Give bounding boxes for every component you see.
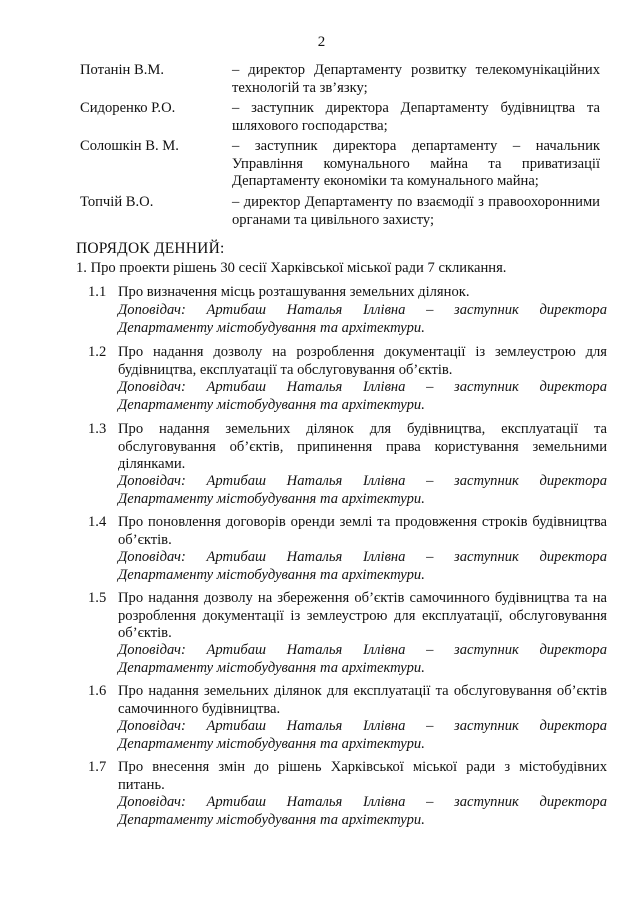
agenda-item-number: 1.3 <box>88 421 107 437</box>
speaker-line: Доповідач: Артибаш Наталья Іллівна – заступник директора <box>118 379 607 395</box>
member-name: Топчій В.О. <box>80 194 154 210</box>
agenda-item-number: 1.6 <box>88 683 107 699</box>
speaker-department: Департаменту містобудування та архітектури. <box>118 567 425 583</box>
speaker-line: Доповідач: Артибаш Наталья Іллівна – заступник директора <box>118 794 607 810</box>
agenda-item-text: Про надання земельних ділянок для будівництва, експлуатації та обслуговування об’єктів, припинення права користування земельними ділянками. <box>118 421 607 472</box>
member-role: – заступник директора департаменту – начальник Управління комунального майна та приватизації Департаменту економіки та комунального майна; <box>232 138 600 189</box>
agenda-item-number: 1.1 <box>88 284 107 300</box>
speaker-department: Департаменту містобудування та архітектури. <box>118 660 425 676</box>
agenda-item-text: Про надання земельних ділянок для експлуатації та обслуговування об’єктів самочинного будівництва. <box>118 683 607 717</box>
agenda-item-text: Про внесення змін до рішень Харківської міської ради з містобудівних питань. <box>118 759 607 793</box>
speaker-department: Департаменту містобудування та архітектури. <box>118 397 425 413</box>
agenda-item-number: 1.2 <box>88 344 107 360</box>
speaker-line: Доповідач: Артибаш Наталья Іллівна – заступник директора <box>118 718 607 734</box>
member-role: – заступник директора Департаменту будівництва та шляхового господарства; <box>232 100 600 134</box>
agenda-item-text: Про надання дозволу на збереження об’єктів самочинного будівництва та на розроблення документації із землеустрою для експлуатації, обслуговування об’єктів. <box>118 590 607 641</box>
agenda-item-number: 1.4 <box>88 514 107 530</box>
member-role: – директор Департаменту розвитку телекомунікаційних технологій та зв’язку; <box>232 62 600 96</box>
member-name: Потанін В.М. <box>80 62 165 78</box>
agenda-item-number: 1.7 <box>88 759 107 775</box>
speaker-department: Департаменту містобудування та архітектури. <box>118 736 425 752</box>
speaker-line: Доповідач: Артибаш Наталья Іллівна – заступник директора <box>118 302 607 318</box>
page-number: 2 <box>317 34 326 50</box>
speaker-department: Департаменту містобудування та архітектури. <box>118 491 425 507</box>
agenda-title: ПОРЯДОК ДЕННИЙ: <box>76 240 225 257</box>
agenda-item-number: 1.5 <box>88 590 107 606</box>
speaker-line: Доповідач: Артибаш Наталья Іллівна – заступник директора <box>118 549 607 565</box>
agenda-item-text: Про визначення місць розташування земельних ділянок. <box>118 284 470 300</box>
speaker-line: Доповідач: Артибаш Наталья Іллівна – заступник директора <box>118 473 607 489</box>
speaker-line: Доповідач: Артибаш Наталья Іллівна – заступник директора <box>118 642 607 658</box>
agenda-section-heading: 1. Про проекти рішень 30 сесії Харківської міської ради 7 скликання. <box>76 260 507 276</box>
agenda-item-text: Про поновлення договорів оренди землі та продовження строків будівництва об’єктів. <box>118 514 607 548</box>
speaker-department: Департаменту містобудування та архітектури. <box>118 320 425 336</box>
member-name: Сидоренко Р.О. <box>80 100 176 116</box>
member-name: Солошкін В. М. <box>80 138 179 154</box>
speaker-department: Департаменту містобудування та архітектури. <box>118 812 425 828</box>
member-role: – директор Департаменту по взаємодії з правоохоронними органами та цивільного захисту; <box>232 194 600 228</box>
agenda-item-text: Про надання дозволу на розроблення документації із землеустрою для будівництва, експлуатації та обслуговування об’єктів. <box>118 344 607 378</box>
